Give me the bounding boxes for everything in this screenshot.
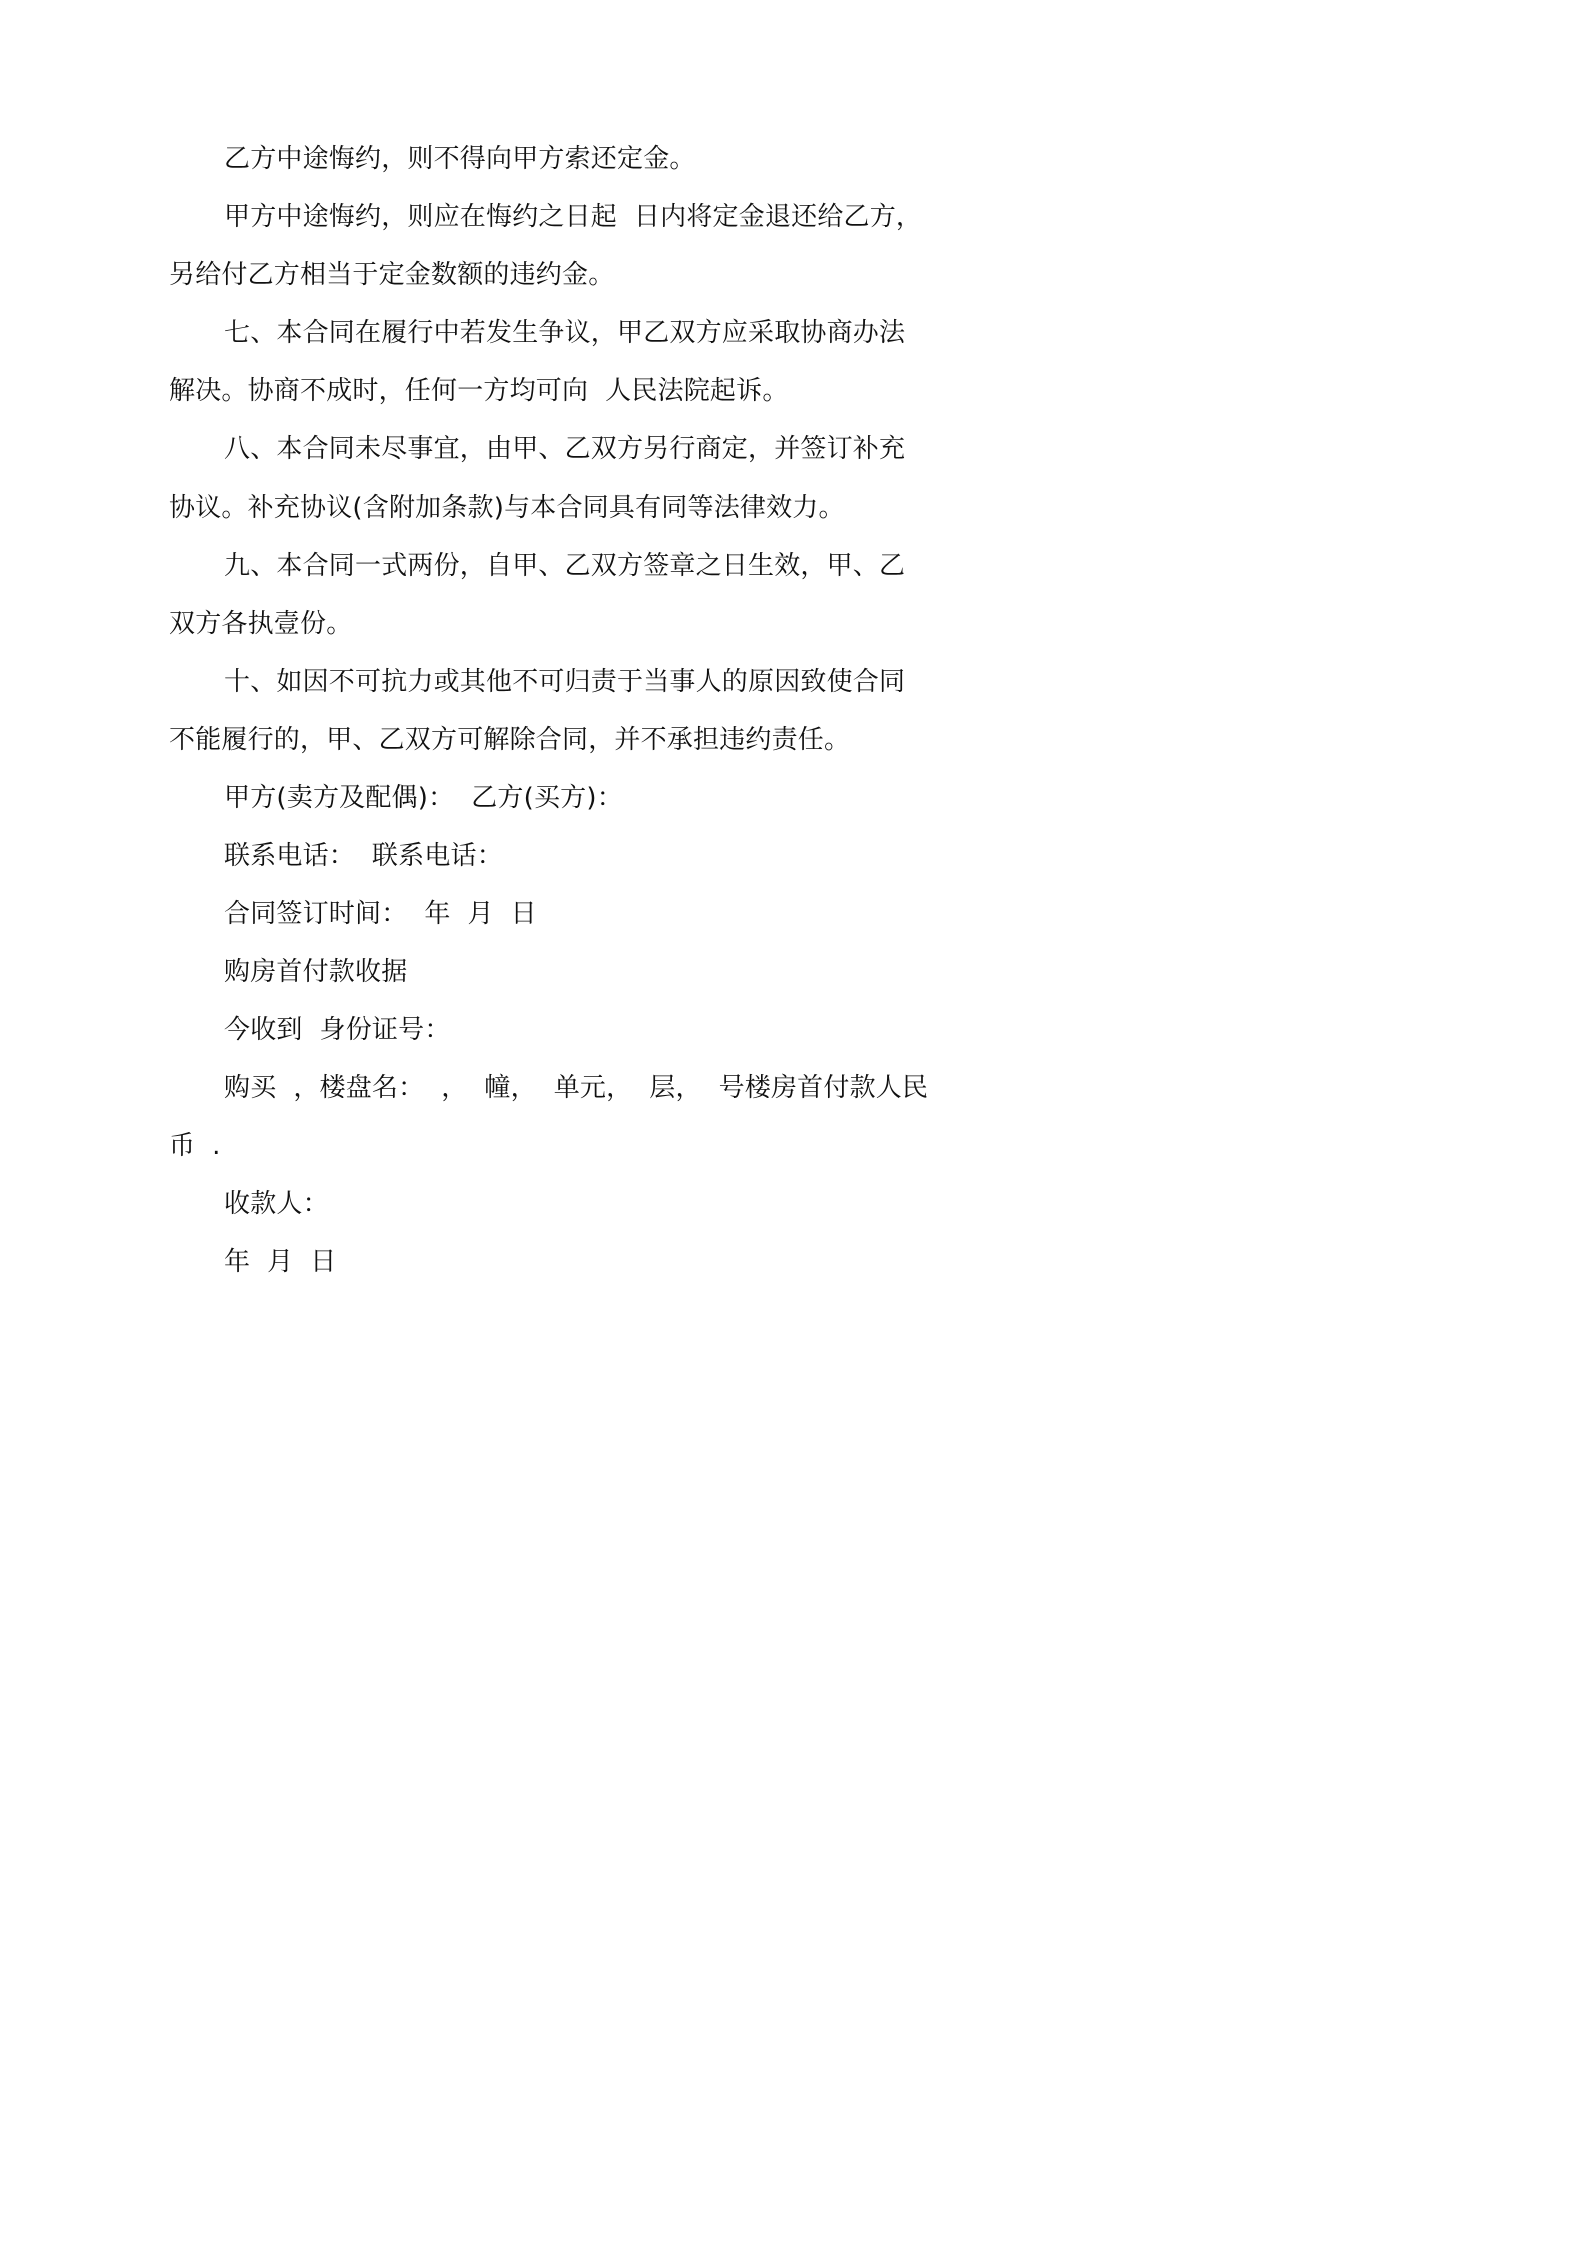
text-line-16: 今收到 身份证号：: [224, 1015, 451, 1045]
text-line-3: 另给付乙方相当于定金数额的违约金。: [169, 260, 615, 290]
text-line-4: 七、本合同在履行中若发生争议，甲乙双方应采取协商办法: [224, 318, 906, 348]
text-line-5: 解决。协商不成时，任何一方均可向 人民法院起诉。: [169, 376, 789, 406]
text-line-11: 不能履行的，甲、乙双方可解除合同，并不承担违约责任。: [169, 725, 851, 755]
text-line-10: 十、如因不可抗力或其他不可归责于当事人的原因致使合同: [224, 667, 906, 697]
text-line-7: 协议。补充协议(含附加条款)与本合同具有同等法律效力。: [169, 493, 845, 523]
text-line-8: 九、本合同一式两份，自甲、乙双方签章之日生效，甲、乙: [224, 551, 906, 581]
text-line-13: 联系电话： 联系电话：: [224, 841, 503, 871]
text-line-20: 年 月 日: [224, 1247, 337, 1277]
document-page: [0, 0, 1102, 1559]
text-line-6: 八、本合同未尽事宜，由甲、乙双方另行商定，并签订补充: [224, 434, 906, 464]
text-line-15: 购房首付款收据: [224, 957, 408, 987]
text-line-19: 收款人：: [224, 1189, 329, 1219]
text-line-2: 甲方中途悔约，则应在悔约之日起 日内将定金退还给乙方，: [224, 202, 923, 232]
text-line-18: 币 .: [169, 1131, 221, 1161]
text-line-12: 甲方(卖方及配偶)： 乙方(买方)：: [224, 783, 623, 813]
text-line-9: 双方各执壹份。: [169, 609, 353, 639]
text-line-1: 乙方中途悔约，则不得向甲方索还定金。: [224, 144, 696, 174]
text-line-17: 购买 ，楼盘名： ， 幢， 单元， 层， 号楼房首付款人民: [224, 1073, 929, 1103]
text-line-14: 合同签订时间： 年 月 日: [224, 899, 537, 929]
